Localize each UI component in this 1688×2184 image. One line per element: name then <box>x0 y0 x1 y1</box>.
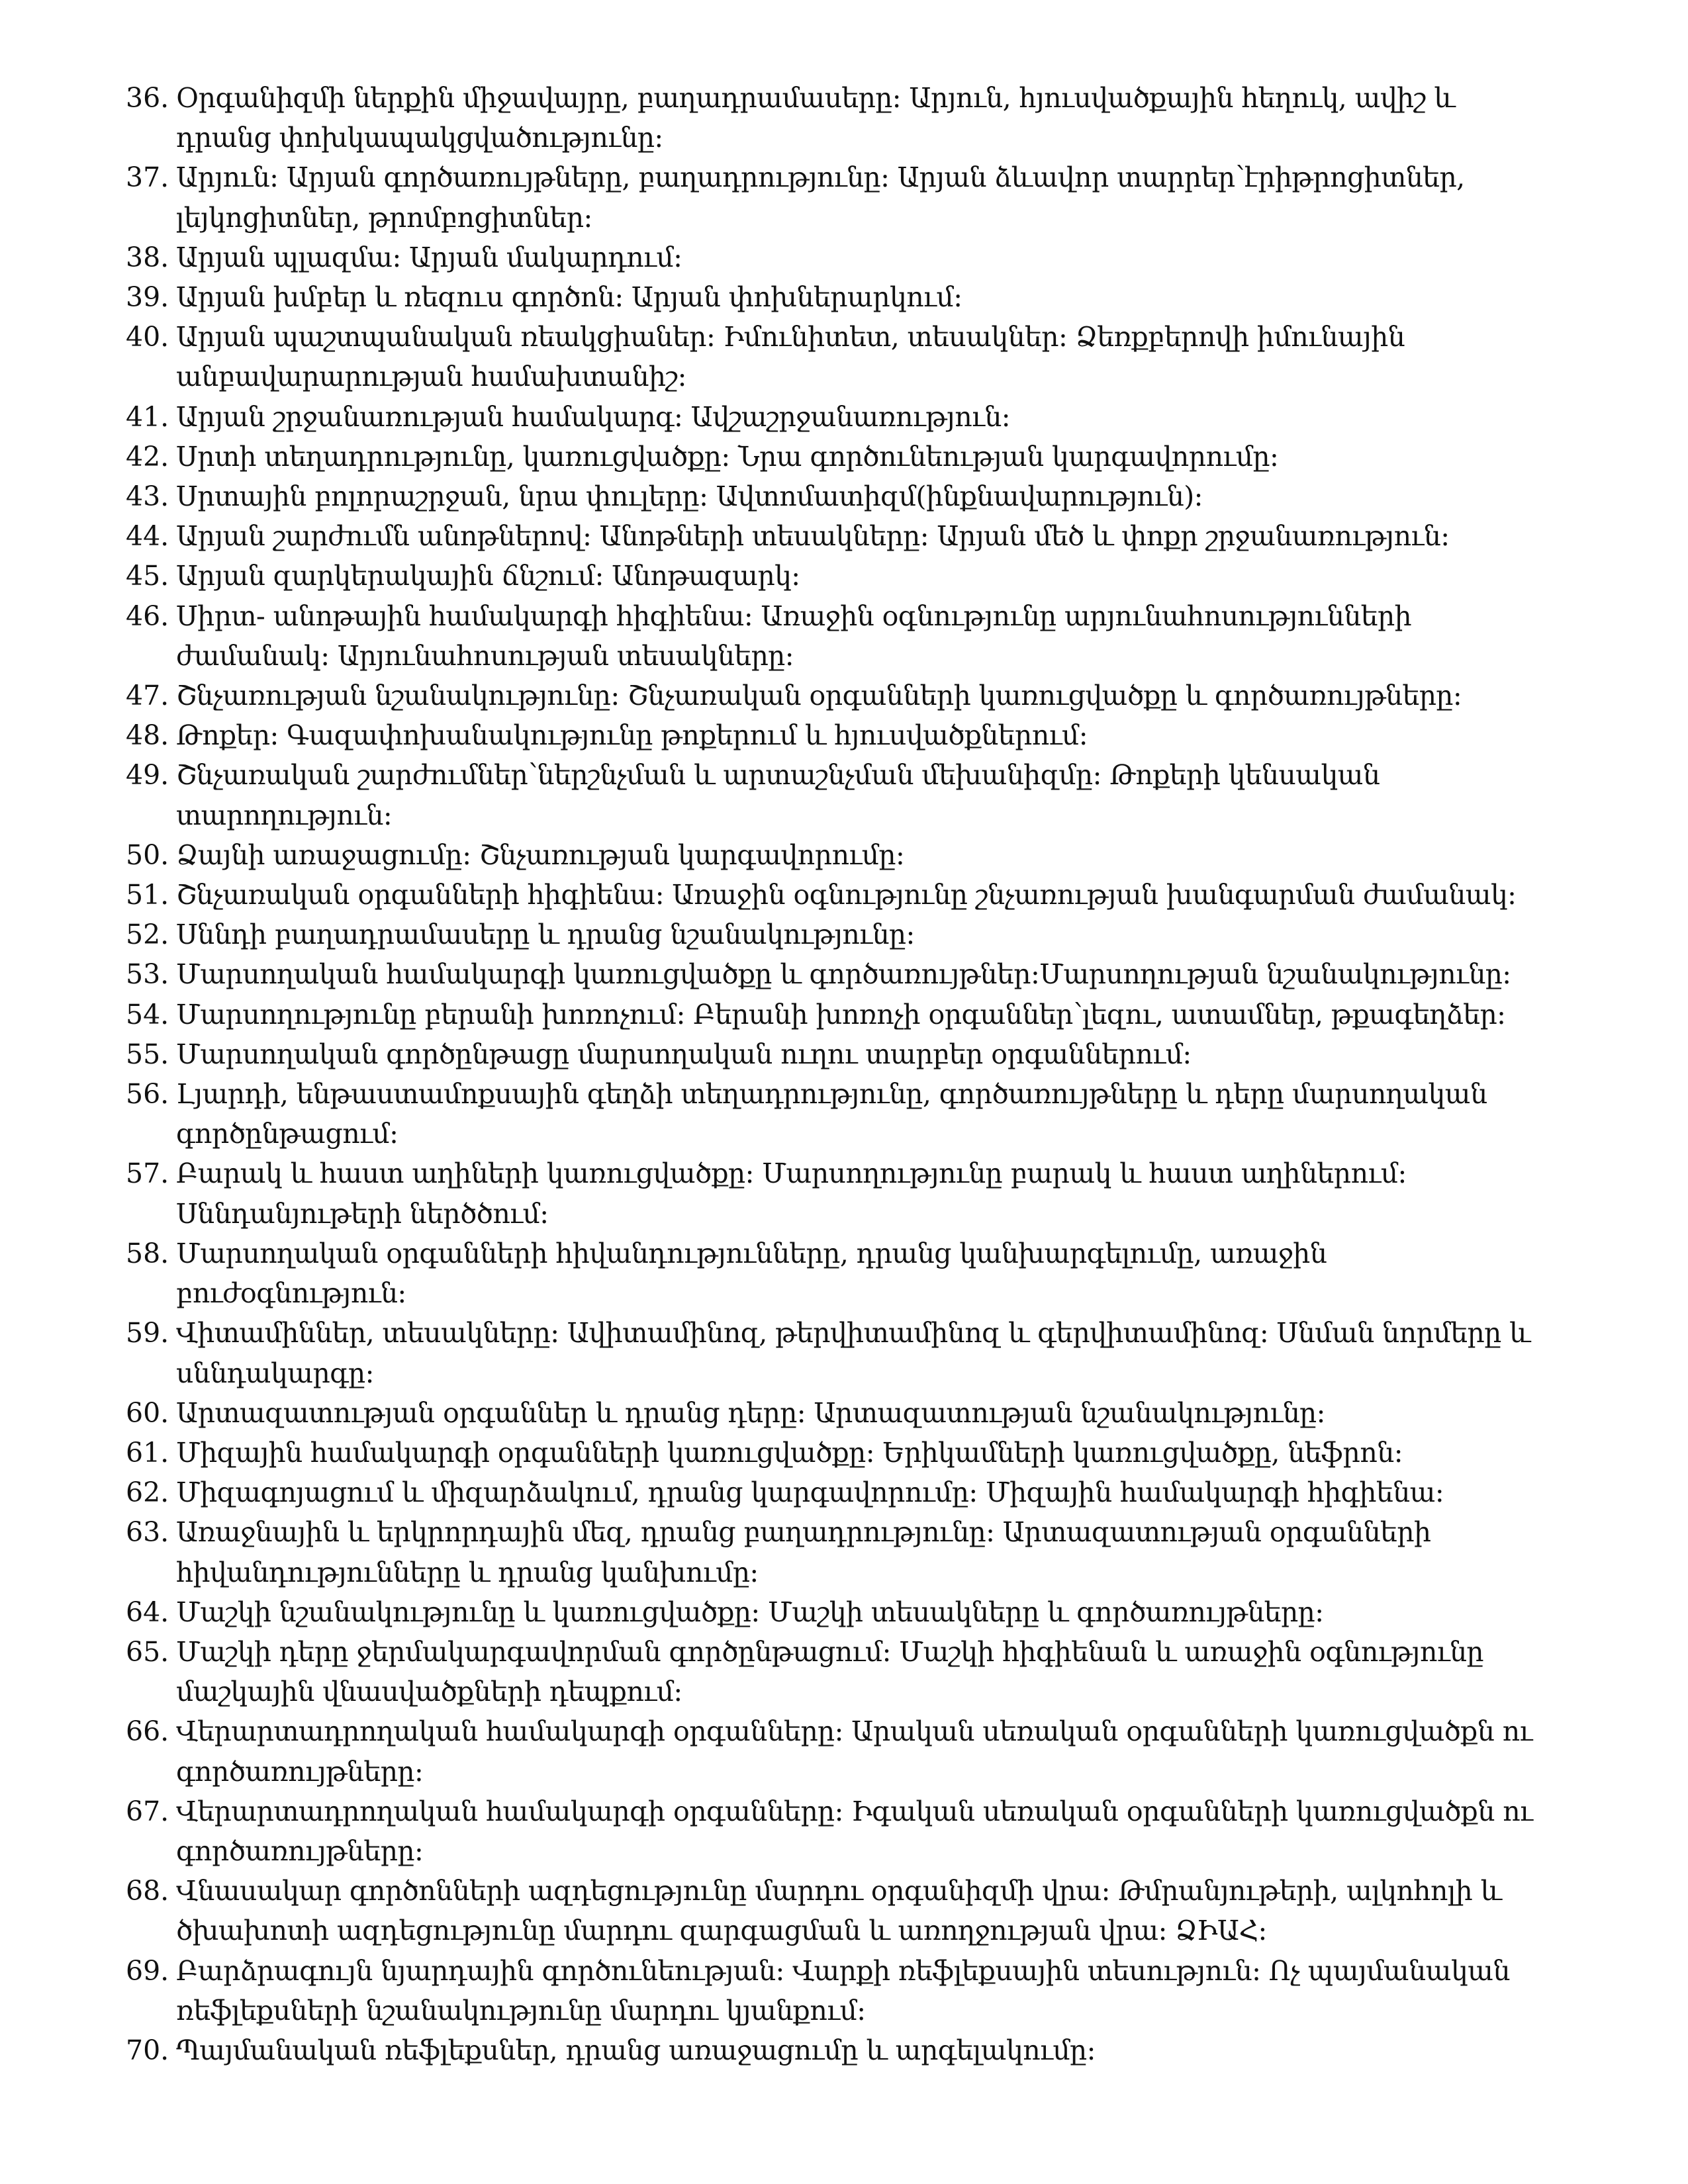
list-item <box>126 437 1549 477</box>
list-item <box>126 954 1549 994</box>
item-number: 53. <box>126 958 169 991</box>
list-item <box>126 995 1549 1034</box>
list-item <box>126 1034 1549 1074</box>
item-number: 52. <box>126 919 169 951</box>
list-item <box>126 835 1549 875</box>
item-text: Մաշկի դերը ջերմակարգավորման գործընթացում: Մաշկի հիգիենան և առաջին օգնությունը մաշկային վնասվածքների դեպքում: <box>176 1635 1483 1708</box>
list-item <box>126 715 1549 755</box>
item-text: Վիտամիններ, տեսակները: Ավիտամինոզ, թերվիտամինոզ և գերվիտամինոզ: Սնման նորմերը և սննդակարգը: <box>176 1317 1530 1389</box>
item-number: 60. <box>126 1396 169 1429</box>
list-item <box>126 2030 1549 2070</box>
list-item <box>126 516 1549 556</box>
item-text: Արտազատության օրգաններ և դրանց դերը: Արտազատության նշանակությունը: <box>176 1396 1325 1429</box>
item-text: Լյարդի, ենթաստամոքսային գեղձի տեղադրությունը, գործառույթները և դերը մարսողական գործընթացում: <box>176 1078 1487 1150</box>
item-number: 51. <box>126 879 169 911</box>
list-item <box>126 556 1549 596</box>
item-text: Վնասակար գործոնների ազդեցությունը մարդու օրգանիզմի վրա: Թմրանյութերի, ալկոհոլի և ծխախոտի ազդեցությունը մարդու զարգացման և առողջության վրա: ՁԻԱՀ: <box>176 1875 1502 1947</box>
list-item <box>126 676 1549 715</box>
item-text: Թոքեր: Գազափոխանակությունը թոքերում և հյուսվածքներում: <box>176 719 1088 752</box>
item-text: Սրտի տեղադրությունը, կառուցվածքը: Նրա գործունեության կարգավորումը: <box>176 440 1279 473</box>
item-text: Արյան պլազմա: Արյան մակարդում: <box>176 241 682 273</box>
list-item <box>126 158 1549 237</box>
item-number: 54. <box>126 998 169 1030</box>
item-number: 41. <box>126 400 169 433</box>
list-item <box>126 1433 1549 1473</box>
item-text: Ձայնի առաջացումը: Շնչառության կարգավորումը: <box>176 839 905 871</box>
list-item <box>126 1074 1549 1154</box>
item-text: Առաջնային և երկրորդային մեզ, դրանց բաղադրությունը: Արտազատության օրգանների հիվանդությունները և դրանց կանխումը: <box>176 1516 1431 1588</box>
item-text: Բարձրագույն նյարդային գործունեության: Վարքի ռեֆլեքսային տեսություն: Ոչ պայմանական ռեֆլեքսների նշանակությունը մարդու կյանքում: <box>176 1954 1510 2026</box>
item-text: Արյան պաշտպանական ռեակցիաներ: Իմունիտետ, տեսակներ: Ձեռքբերովի իմունային անբավարարության համախտանիշ: <box>176 321 1405 393</box>
list-item <box>126 875 1549 915</box>
item-number: 59. <box>126 1317 169 1349</box>
item-number: 58. <box>126 1237 169 1269</box>
item-number: 67. <box>126 1795 169 1827</box>
item-number: 45. <box>126 560 169 592</box>
item-text: Միզագոյացում և միզարձակում, դրանց կարգավորումը: Միզային համակարգի հիգիենա: <box>176 1477 1444 1509</box>
list-item <box>126 915 1549 954</box>
item-text: Մարսողությունը բերանի խոռոչում: Բերանի խոռոչի օրգաններ՝լեզու, ատամներ, թքագեղձեր: <box>176 998 1506 1030</box>
item-text: Բարակ և հաստ աղիների կառուցվածքը: Մարսողությունը բարակ և հաստ աղիներում: Սննդանյութերի ներծծում: <box>176 1158 1407 1230</box>
item-number: 64. <box>126 1596 169 1628</box>
item-text: Սրտային բոլորաշրջան, նրա փուլերը: Ավտոմատիզմ(ինքնավարություն): <box>176 480 1203 513</box>
item-number: 56. <box>126 1078 169 1111</box>
list-item <box>126 1512 1549 1592</box>
item-number: 40. <box>126 321 169 353</box>
list-item <box>126 1154 1549 1233</box>
item-text: Սննդի բաղադրամասերը և դրանց նշանակությունը: <box>176 919 915 951</box>
item-text: Արյուն: Արյան գործառույթները, բաղադրությունը: Արյան ձևավոր տարրեր՝էրիթրոցիտներ, լեյկոցիտներ, թրոմբոցիտներ: <box>176 161 1465 234</box>
list-item <box>126 397 1549 437</box>
list-item <box>126 1632 1549 1711</box>
item-number: 39. <box>126 281 169 314</box>
item-text: Շնչառական օրգանների հիգիենա: Առաջին օգնությունը շնչառության խանգարման ժամանակ: <box>176 879 1517 911</box>
item-text: Մարսողական գործընթացը մարսողական ուղու տարբեր օրգաններում: <box>176 1038 1192 1070</box>
item-number: 69. <box>126 1954 169 1987</box>
item-number: 63. <box>126 1516 169 1549</box>
item-number: 61. <box>126 1436 169 1469</box>
item-text: Միզային համակարգի օրգանների կառուցվածքը: Երիկամների կառուցվածքը, նեֆրոն: <box>176 1436 1403 1469</box>
item-number: 42. <box>126 440 169 473</box>
item-number: 43. <box>126 480 169 513</box>
list-item <box>126 596 1549 676</box>
list-item <box>126 1313 1549 1392</box>
item-text: Շնչառական շարժումներ՝ներշնչման և արտաշնչման մեխանիզմը: Թոքերի կենսական տարողություն: <box>176 759 1380 831</box>
item-number: 68. <box>126 1875 169 1907</box>
item-text: Արյան շրջանառության համակարգ: Ավշաշրջանառություն: <box>176 400 1010 433</box>
item-number: 36. <box>126 82 169 114</box>
item-text: Օրգանիզմի ներքին միջավայրը, բաղադրամասերը: Արյուն, հյուսվածքային հեղուկ, ավիշ և դրանց փոխկապակցվածությունը: <box>176 82 1456 154</box>
item-number: 50. <box>126 839 169 871</box>
item-number: 38. <box>126 241 169 273</box>
item-number: 55. <box>126 1038 169 1070</box>
item-text: Պայմանական ռեֆլեքսներ, դրանց առաջացումը և արգելակումը: <box>176 2034 1096 2066</box>
list-item <box>126 277 1549 317</box>
list-item <box>126 1792 1549 1871</box>
list-item <box>126 1871 1549 1950</box>
item-text: Շնչառության նշանակությունը: Շնչառական օրգանների կառուցվածքը և գործառույթները: <box>176 680 1462 712</box>
list-item <box>126 1711 1549 1791</box>
item-text: Արյան զարկերակային ճնշում: Անոթազարկ: <box>176 560 800 592</box>
list-item <box>126 755 1549 835</box>
list-item <box>126 238 1549 277</box>
item-number: 46. <box>126 600 169 632</box>
item-text: Վերարտադրողական համակարգի օրգանները: Արական սեռական օրգանների կառուցվածքն ու գործառույթները: <box>176 1715 1532 1788</box>
list-item <box>126 1592 1549 1632</box>
list-item <box>126 317 1549 396</box>
item-text: Սիրտ- անոթային համակարգի հիգիենա: Առաջին օգնությունը արյունահոսությունների ժամանակ: Արյունահոսության տեսակները: <box>176 600 1412 672</box>
list-item <box>126 1234 1549 1313</box>
item-number: 66. <box>126 1715 169 1748</box>
item-text: Մաշկի նշանակությունը և կառուցվածքը: Մաշկի տեսակները և գործառույթները: <box>176 1596 1324 1628</box>
item-number: 70. <box>126 2034 169 2066</box>
item-number: 62. <box>126 1477 169 1509</box>
list-item <box>126 78 1549 158</box>
item-number: 49. <box>126 759 169 792</box>
item-number: 57. <box>126 1158 169 1190</box>
item-text: Մարսողական համակարգի կառուցվածքը և գործառույթներ:Մարսողության նշանակությունը: <box>176 958 1511 991</box>
item-text: Մարսողական օրգանների հիվանդությունները, դրանց կանխարգելումը, առաջին բուժօգնություն: <box>176 1237 1327 1310</box>
list-item <box>126 1393 1549 1433</box>
item-text: Արյան խմբեր և ռեզուս գործոն: Արյան փոխներարկում: <box>176 281 962 314</box>
item-number: 65. <box>126 1635 169 1668</box>
item-number: 37. <box>126 161 169 194</box>
item-text: Վերարտադրողական համակարգի օրգանները: Իգական սեռական օրգանների կառուցվածքն ու գործառույթները: <box>176 1795 1533 1867</box>
item-number: 47. <box>126 680 169 712</box>
item-text: Արյան շարժումն անոթներով: Անոթների տեսակները: Արյան մեծ և փոքր շրջանառություն: <box>176 520 1450 553</box>
item-number: 44. <box>126 520 169 553</box>
list-item <box>126 1473 1549 1512</box>
list-item <box>126 477 1549 516</box>
list-item <box>126 1951 1549 2030</box>
item-number: 48. <box>126 719 169 752</box>
question-list <box>126 78 1549 2070</box>
